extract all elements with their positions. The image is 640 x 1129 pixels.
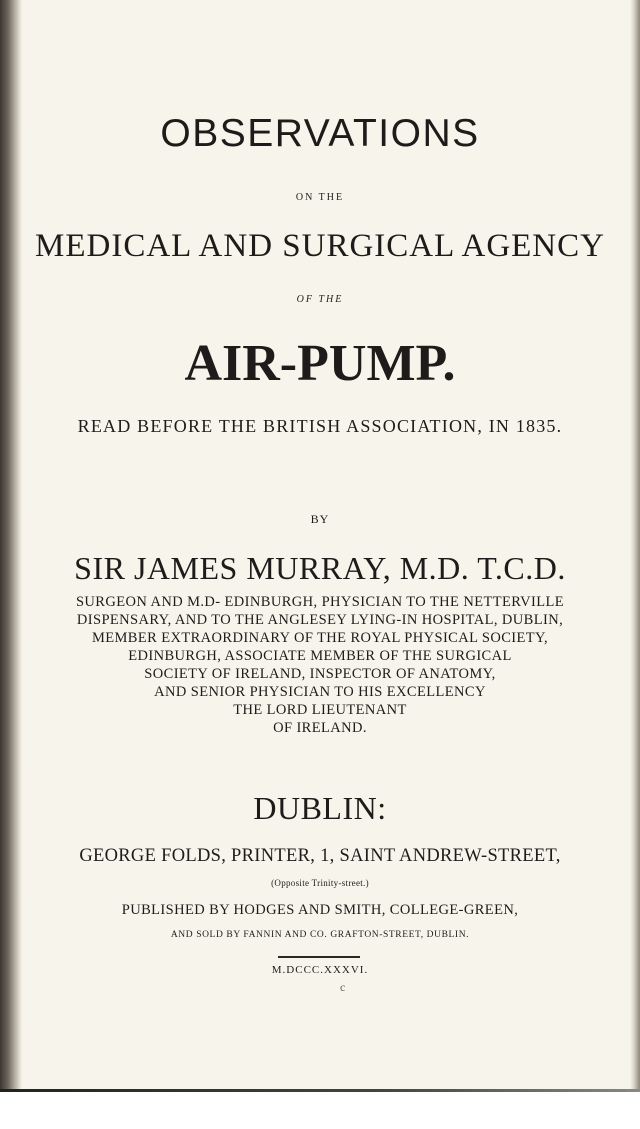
credential-line: AND SENIOR PHYSICIAN TO HIS EXCELLENCY xyxy=(154,684,486,700)
credential-line: EDINBURGH, ASSOCIATE MEMBER OF THE SURGICAL xyxy=(128,648,512,664)
scan-bottom-edge xyxy=(0,1089,640,1129)
credential-line: SOCIETY OF IRELAND, INSPECTOR OF ANATOMY, xyxy=(144,666,496,682)
author-name: SIR JAMES MURRAY, M.D. T.C.D. xyxy=(74,550,566,586)
printer-address-note: (Opposite Trinity-street.) xyxy=(271,878,369,888)
subject-title: MEDICAL AND SURGICAL AGENCY xyxy=(35,228,605,264)
credential-line: DISPENSARY, AND TO THE ANGLESEY LYING-IN HOSPITAL, DUBLIN, xyxy=(76,612,564,628)
date-divider-rule xyxy=(278,956,360,958)
signature-mark: c xyxy=(340,980,346,994)
credential-line: OF IRELAND. xyxy=(273,720,367,736)
seller-line: AND SOLD BY FANNIN AND CO. GRAFTON-STREET, DUBLIN. xyxy=(170,930,470,940)
imprint-place: DUBLIN: xyxy=(253,790,387,826)
credential-line: MEMBER EXTRAORDINARY OF THE ROYAL PHYSICAL SOCIETY, xyxy=(91,630,549,646)
main-title: OBSERVATIONS xyxy=(160,112,480,155)
of-the-label: OF THE xyxy=(296,294,344,305)
read-before-line: READ BEFORE THE BRITISH ASSOCIATION, IN 1835. xyxy=(77,416,563,436)
credential-line: THE LORD LIEUTENANT xyxy=(233,702,407,718)
apparatus-title: AIR-PUMP. xyxy=(184,335,456,392)
credential-line: SURGEON AND M.D- EDINBURGH, PHYSICIAN TO THE NETTERVILLE xyxy=(75,594,565,610)
printer-line: GEORGE FOLDS, PRINTER, 1, SAINT ANDREW-STREET, xyxy=(79,846,561,866)
publication-date: M.DCCC.XXXVI. xyxy=(271,964,369,976)
by-label: BY xyxy=(310,512,330,526)
on-the-label: ON THE xyxy=(295,192,345,203)
publisher-line: PUBLISHED BY HODGES AND SMITH, COLLEGE-GREEN, xyxy=(121,902,519,918)
